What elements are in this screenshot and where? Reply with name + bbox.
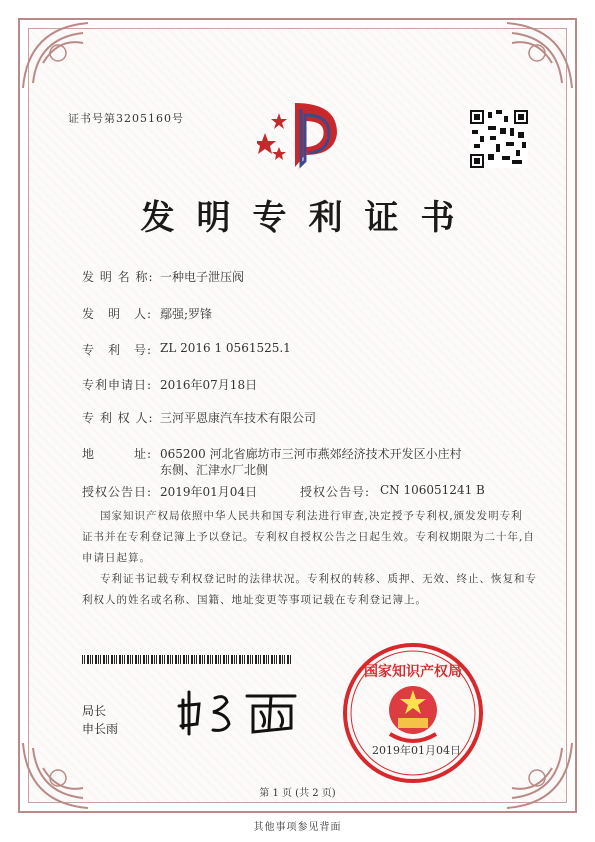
certificate-title: 发明专利证书 [140,198,477,238]
filing-date-value: 2016年07月18日 [160,378,258,392]
page-number: 第 1 页 (共 2 页) [259,788,336,799]
statement-paragraph-2-line-2: 利权人的姓名或名称、国籍、地址变更等事项记载在专利登记簿上。 [82,594,427,606]
seal-date: 2019年01月04日 [372,744,461,757]
seal-text: 国家知识产权局 [364,664,462,680]
corner-ornament-top-left [18,18,138,98]
patentee-label: 专 利 权 人: [82,411,154,425]
address-value-line1: 065200 河北省廊坊市三河市燕郊经济技术开发区小庄村 [160,447,462,461]
inventor-label: 发 明 人: [82,307,153,321]
statement-paragraph-2-line-1: 专利证书记载专利权登记时的法律状况。专利权的转移、质押、无效、终止、恢复和专 [100,573,537,585]
director-signature [175,688,315,738]
patent-office-logo-icon [257,95,347,175]
address-value-line2: 东侧、汇津水厂北侧 [160,463,269,477]
qr-code-icon [470,110,528,168]
filing-date-label: 专利申请日: [82,378,153,392]
inventor-value: 鄢强;罗锋 [160,307,213,321]
statement-paragraph-1-line-3: 申请日起算。 [82,552,151,564]
director-name: 申长雨 [82,722,119,736]
grant-number-value: CN 106051241 B [380,483,485,497]
official-seal-icon [338,638,488,788]
director-title: 局长 [82,704,107,718]
statement-paragraph-1-line-2: 证书并在专利登记簿上予以登记。专利权自授权公告之日起生效。专利权期限为二十年,自 [82,531,535,543]
barcode [82,655,292,664]
patent-number-value: ZL 2016 1 0561525.1 [160,341,291,355]
address-label: 地 址: [82,447,153,461]
grant-number-label: 授权公告号: [300,485,371,499]
invention-name-label: 发 明 名 称: [82,270,154,284]
statement-paragraph-1-line-1: 国家知识产权局依照中华人民共和国专利法进行审查,决定授予专利权,颁发发明专利 [100,510,523,522]
grant-date-value: 2019年01月04日 [160,485,258,499]
certificate-number: 证书号第3205160号 [68,112,184,125]
patent-number-label: 专 利 号: [82,343,153,357]
corner-ornament-top-right [457,18,577,98]
corner-ornament-bottom-left [18,733,138,813]
patentee-value: 三河平恩康汽车技术有限公司 [160,411,317,425]
invention-name-value: 一种电子泄压阀 [160,270,245,284]
grant-date-label: 授权公告日: [82,485,153,499]
back-side-note: 其他事项参见背面 [253,822,342,833]
